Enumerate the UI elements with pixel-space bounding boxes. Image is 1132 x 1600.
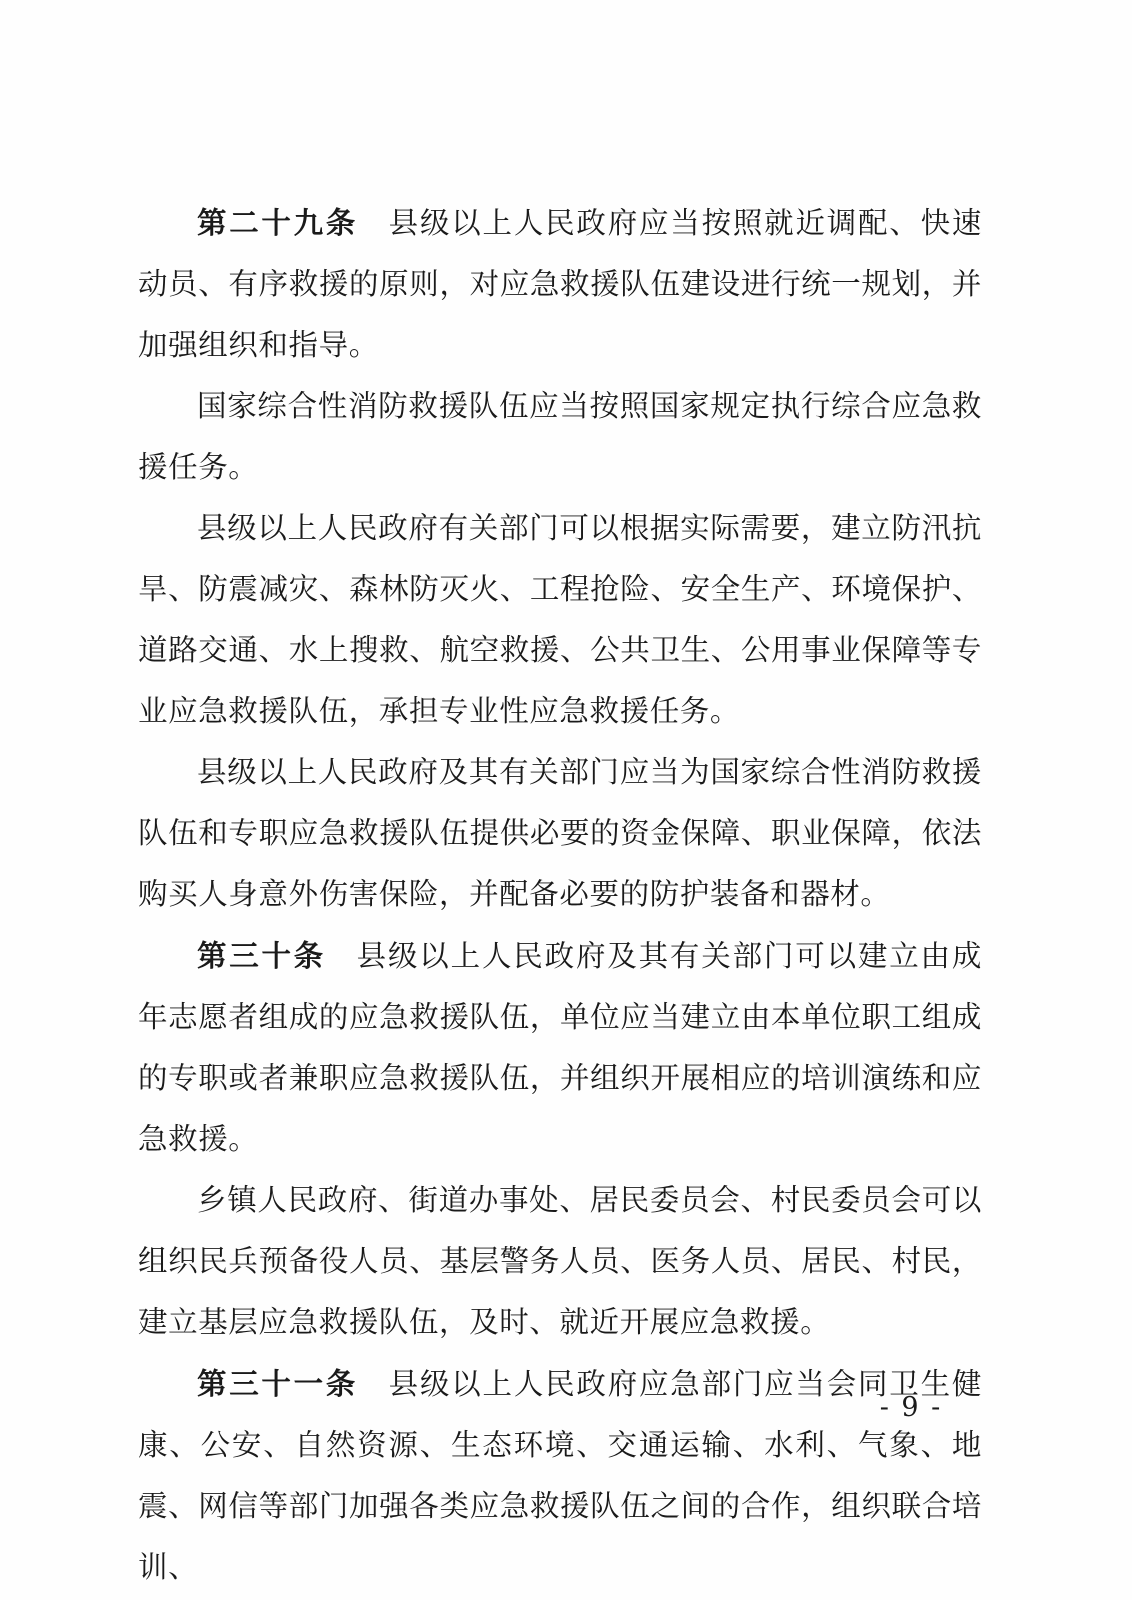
paragraph-text: 县级以上人民政府应急部门应当会同卫生健康、公安、自然资源、生态环境、交通运输、水利、气象、地震、网信等部门加强各类应急救援队伍之间的合作，组织联合培训、	[138, 1367, 982, 1584]
paragraph-text: 县级以上人民政府及其有关部门可以建立由成年志愿者组成的应急救援队伍，单位应当建立由本单位职工组成的专职或者兼职应急救援队伍，并组织开展相应的培训演练和应急救援。	[138, 939, 982, 1156]
article-label: 第三十一条	[197, 1366, 358, 1401]
paragraph-text: 乡镇人民政府、街道办事处、居民委员会、村民委员会可以组织民兵预备役人员、基层警务人员、医务人员、居民、村民，建立基层应急救援队伍，及时、就近开展应急救援。	[138, 1183, 982, 1339]
paragraph-article-31	[138, 1353, 982, 1598]
document-body	[138, 192, 982, 1598]
paragraph-article-29-p3	[138, 498, 982, 742]
article-label: 第二十九条	[197, 205, 358, 240]
page-number: - 9 -	[879, 1392, 943, 1423]
article-label: 第三十条	[197, 938, 326, 973]
paragraph-text: 国家综合性消防救援队伍应当按照国家规定执行综合应急救援任务。	[138, 389, 982, 484]
paragraph-article-30	[138, 925, 982, 1170]
paragraph-text: 县级以上人民政府及其有关部门应当为国家综合性消防救援队伍和专职应急救援队伍提供必要的资金保障、职业保障，依法购买人身意外伤害保险，并配备必要的防护装备和器材。	[138, 755, 982, 911]
paragraph-article-29-p2	[138, 376, 982, 498]
paragraph-text: 县级以上人民政府有关部门可以根据实际需要，建立防汛抗旱、防震减灾、森林防灭火、工程抢险、安全生产、环境保护、道路交通、水上搜救、航空救援、公共卫生、公用事业保障等专业应急救援队伍，承担专业性应急救援任务。	[138, 511, 982, 728]
paragraph-article-30-p2	[138, 1170, 982, 1353]
paragraph-article-29	[138, 192, 982, 376]
paragraph-text: 县级以上人民政府应当按照就近调配、快速动员、有序救援的原则，对应急救援队伍建设进行统一规划，并加强组织和指导。	[138, 206, 982, 362]
paragraph-article-29-p4	[138, 742, 982, 925]
